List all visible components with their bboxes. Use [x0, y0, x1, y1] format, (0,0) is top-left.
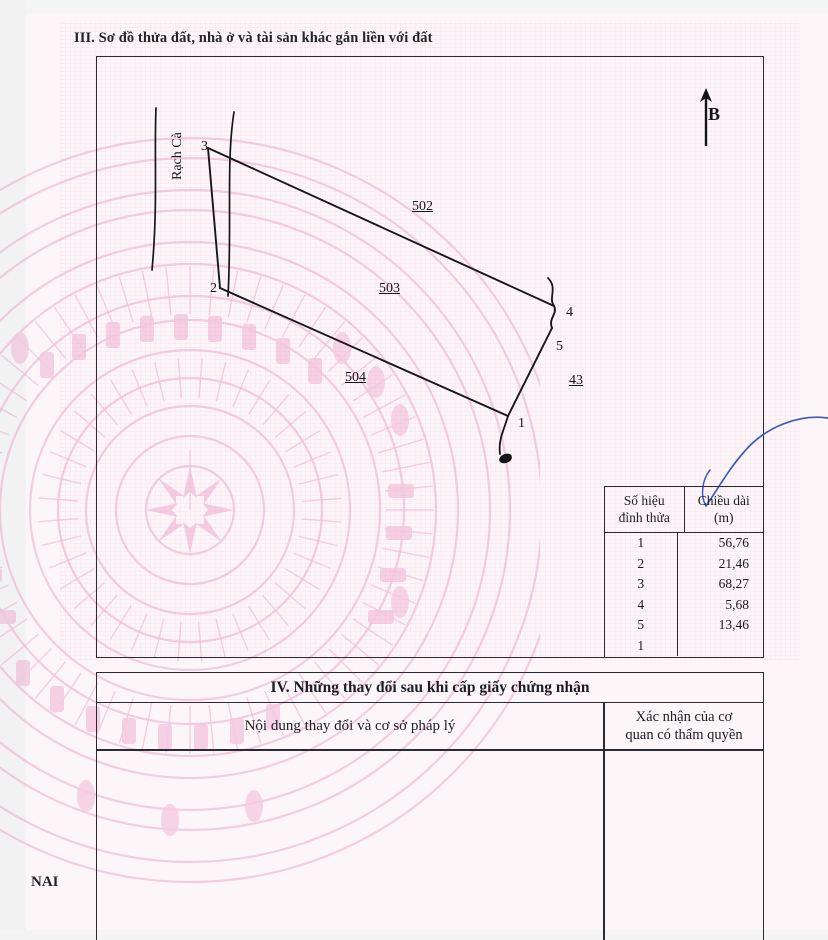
edge-length-table [604, 486, 764, 658]
section-four-right-header [605, 703, 763, 749]
section-four-frame [96, 672, 764, 940]
parcel-number-503: 503 [379, 281, 400, 296]
cell-vertex: 1 [605, 636, 678, 657]
vertex-label-1: 1 [518, 416, 525, 431]
cell-length: 68,27 [718, 576, 749, 592]
cell-length: 56,76 [718, 535, 749, 551]
compass-north-icon [686, 86, 726, 148]
header-length-line2: (m) [714, 509, 734, 525]
parcel-number-43: 43 [569, 373, 583, 388]
parcel-number-504: 504 [345, 370, 366, 385]
section-four-header-divider [97, 749, 763, 751]
parcel-number-502: 502 [412, 199, 433, 214]
section-four-title: IV. Những thay đổi sau khi cấp giấy chứng nhận [270, 679, 590, 696]
table-row [605, 615, 763, 636]
cell-vertex: 1 [605, 533, 678, 554]
section-four-right-header-line2: quan có thẩm quyền [625, 727, 743, 743]
table-row [605, 533, 763, 554]
cell-vertex: 5 [605, 615, 678, 636]
table-row [605, 636, 763, 657]
header-length [685, 487, 764, 532]
vertex-label-3: 3 [201, 139, 208, 154]
vertex-label-2: 2 [210, 281, 217, 296]
table-row [605, 554, 763, 575]
page-side-label: NAI [31, 874, 59, 890]
cell-length: 13,46 [718, 617, 749, 633]
page-left-edge [0, 0, 26, 940]
table-row [605, 595, 763, 616]
edge-length-table-header [605, 487, 763, 533]
section-four-right-header-line1: Xác nhận của cơ [635, 708, 733, 725]
section-three-heading: III. Sơ đồ thửa đất, nhà ở và tài sản khác gắn liền với đất [74, 30, 433, 46]
cell-length: 5,68 [725, 596, 749, 612]
cell-vertex: 4 [605, 595, 678, 616]
section-four-left-header: Nội dung thay đổi và cơ sở pháp lý [244, 717, 456, 734]
header-length-line1: Chiều dài [697, 493, 750, 509]
section-four-title-bar [97, 673, 763, 703]
cell-length: 21,46 [718, 555, 749, 571]
table-row [605, 574, 763, 595]
svg-text:B: B [708, 104, 721, 124]
cell-vertex: 2 [605, 554, 678, 575]
stream-label: Rạch Cà [170, 132, 185, 180]
cell-length [678, 636, 764, 657]
header-vertex-id-line1: Số hiệu [623, 493, 665, 509]
page-top-edge [0, 0, 828, 14]
cell-vertex: 3 [605, 574, 678, 595]
vertex-label-5: 5 [556, 339, 563, 354]
header-vertex-id [605, 487, 685, 532]
vertex-label-4: 4 [566, 305, 573, 320]
header-vertex-id-line2: đỉnh thửa [618, 509, 670, 525]
